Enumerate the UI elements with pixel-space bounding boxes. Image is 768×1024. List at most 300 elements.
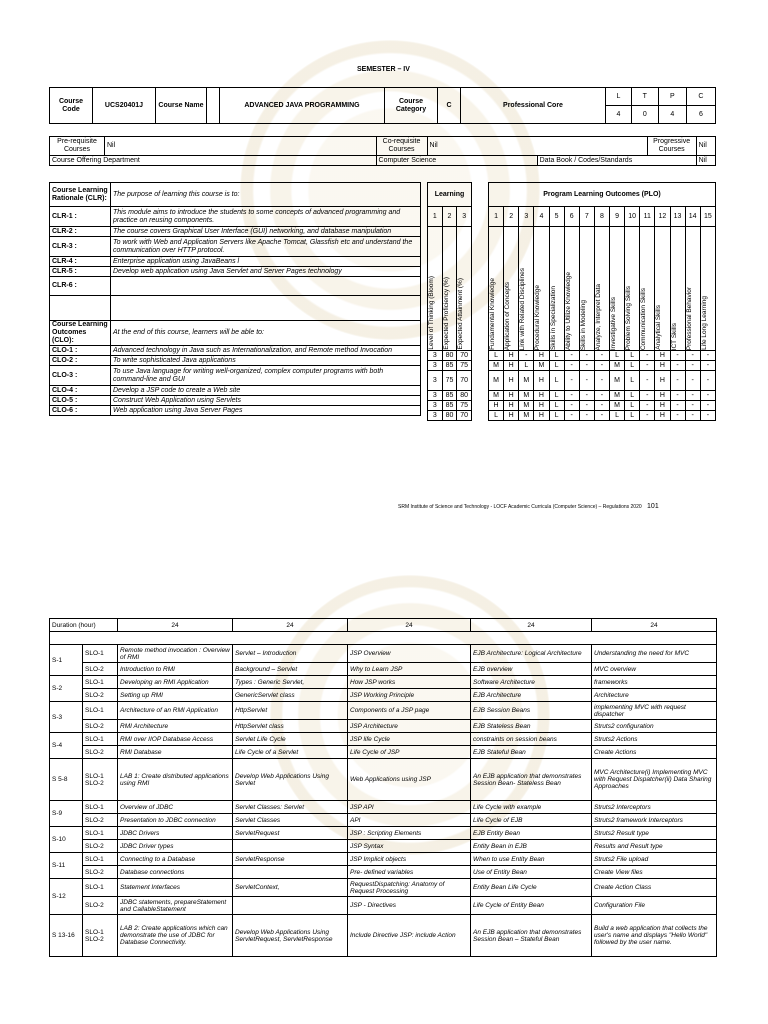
course-code-label: Course Code: [50, 88, 93, 124]
clo-id: CLO-5 :: [50, 396, 111, 406]
plo-cell: -: [670, 361, 685, 371]
plo-cell: -: [685, 351, 700, 361]
plo-cell: H: [504, 401, 519, 411]
topic-cell: An EJB application that demonstrates Session Bean – Stateful Bean: [471, 915, 592, 957]
plo-cell: H: [504, 411, 519, 421]
plo-cell: -: [579, 361, 594, 371]
ltpc-c-label: C: [686, 88, 715, 106]
topic-cell: Life Cycle of a Servlet: [233, 746, 348, 759]
learning-cell: 85: [442, 391, 457, 401]
coreq-label: Co-requisite Courses: [376, 137, 427, 156]
clo-id: CLO-3 :: [50, 366, 111, 386]
topic-cell: JSP Architecture: [348, 720, 471, 733]
topic-cell: JSP Working Principle: [348, 689, 471, 702]
topic-cell: ServletResponse: [233, 853, 348, 866]
clr-id: CLR-2 :: [50, 227, 111, 237]
plo-cell: L: [519, 361, 534, 371]
clr-id: CLR-3 :: [50, 237, 111, 257]
clo-text: To use Java language for writing well-organized, complex computer programs with both command-line and GUI: [111, 366, 421, 386]
table-row: [50, 689, 717, 702]
slo-label: SLO-1: [83, 676, 118, 689]
plo-cell: H: [534, 391, 549, 401]
plo-col-number: 6: [564, 207, 579, 227]
clo-id: CLO-1 :: [50, 346, 111, 356]
clr-id: CLR-6 :: [50, 277, 111, 296]
topic-cell: JSP : Scripting Elements: [348, 827, 471, 840]
course-name: ADVANCED JAVA PROGRAMMING: [220, 88, 385, 124]
ltpc-p-value: 4: [658, 106, 686, 124]
plo-cell: M: [610, 391, 625, 401]
plo-header: Fundamental Knowledge: [489, 278, 496, 350]
topic-cell: HttpServlet: [233, 702, 348, 720]
learning-header: Level of Thinking (Bloom): [428, 276, 435, 350]
plo-cell: -: [564, 391, 579, 401]
plo-header: Procedural Knowledge: [534, 284, 542, 350]
ltpc-t-value: 0: [631, 106, 658, 124]
topic-cell: Overview of JDBC: [118, 801, 233, 814]
session-label: S 13-16: [50, 915, 83, 957]
learning-header: Expected Proficiency (%): [442, 277, 450, 350]
topic-cell: Entity Bean in EJB: [471, 840, 592, 853]
learning-cell: 75: [442, 371, 457, 391]
plo-cell: H: [534, 351, 549, 361]
slo-label: SLO-2: [83, 814, 118, 827]
topic-cell: RMI Database: [118, 746, 233, 759]
topic-cell: Life Cycle of EJB: [471, 814, 592, 827]
plo-cell: -: [640, 391, 655, 401]
clr-text: [111, 277, 421, 296]
learning-table: [427, 182, 472, 421]
topic-cell: EJB Stateless Bean: [471, 720, 592, 733]
session-label: S-3: [50, 702, 83, 733]
plo-header: Investigative Skills: [610, 296, 617, 350]
plo-col-number: 3: [519, 207, 534, 227]
topic-cell: implementing MVC with request dispatcher: [592, 702, 717, 720]
table-row: [50, 915, 717, 957]
requisites-table: [49, 136, 716, 166]
footer-text: SRM Institute of Science and Technology - LOCF Academic Curricula (Computer Science) – Regulations 2020: [398, 504, 642, 510]
plo-col-number: 12: [655, 207, 670, 227]
learning-col: 2: [442, 207, 457, 227]
topic-cell: LAB 2: Create applications which can demonstrate the use of JDBC for Database Connectivity.: [118, 915, 233, 957]
topic-cell: Use of Entity Bean: [471, 866, 592, 879]
topic-cell: Struts2 configuration: [592, 720, 717, 733]
clr-text: The course covers Graphical User Interface (GUI) networking, and database manipulation: [111, 227, 421, 237]
duration-hours: 24: [592, 619, 717, 632]
plo-cell: -: [579, 411, 594, 421]
topic-cell: RMI Architecture: [118, 720, 233, 733]
plo-cell: -: [640, 371, 655, 391]
topic-cell: EJB overview: [471, 663, 592, 676]
topic-cell: constraints on session beans: [471, 733, 592, 746]
learning-cell: 70: [457, 351, 472, 361]
learning-cell: 3: [428, 391, 443, 401]
slo-label: SLO-2: [83, 689, 118, 702]
plo-cell: L: [625, 401, 640, 411]
learning-col: 3: [457, 207, 472, 227]
topic-cell: Architecture of an RMI Application: [118, 702, 233, 720]
topic-cell: Pre- defined variables: [348, 866, 471, 879]
plo-cell: H: [655, 361, 670, 371]
topic-cell: Setting up RMI: [118, 689, 233, 702]
duration-hours: 24: [471, 619, 592, 632]
coreq-value: Nil: [427, 137, 647, 156]
slo-label: SLO-2: [83, 720, 118, 733]
plo-cell: H: [655, 411, 670, 421]
plo-cell: -: [594, 401, 609, 411]
plo-cell: -: [579, 371, 594, 391]
plo-cell: -: [700, 371, 715, 391]
plo-col-number: 9: [610, 207, 625, 227]
topic-cell: Servlet Classes: [233, 814, 348, 827]
plo-cell: M: [534, 361, 549, 371]
topic-cell: An EJB application that demonstrates Session Bean- Stateless Bean: [471, 759, 592, 801]
slo-label: SLO-1: [83, 827, 118, 840]
ltpc-t-label: T: [631, 88, 658, 106]
topic-cell: Remote method invocation : Overview of RMI: [118, 645, 233, 663]
table-row: [50, 720, 717, 733]
topic-cell: HttpServlet class: [233, 720, 348, 733]
learning-cell: 3: [428, 371, 443, 391]
topic-cell: Struts2 Interceptors: [592, 801, 717, 814]
plo-cell: -: [564, 401, 579, 411]
topic-cell: ServletRequest: [233, 827, 348, 840]
clr-text: Enterprise application using JavaBeans l: [111, 257, 421, 267]
plo-cell: -: [685, 411, 700, 421]
plo-header: Analyze, Interpret Data: [594, 283, 602, 350]
duration-table: [49, 618, 717, 957]
plo-cell: H: [534, 401, 549, 411]
topic-cell: Connecting to a Database: [118, 853, 233, 866]
clr-id: CLR-4 :: [50, 257, 111, 267]
plo-cell: -: [670, 391, 685, 401]
page-number: 101: [647, 503, 659, 510]
topic-cell: EJB Stateful Bean: [471, 746, 592, 759]
topic-cell: Life Cycle of Entity Bean: [471, 897, 592, 915]
learning-cell: 75: [457, 361, 472, 371]
plo-col-number: 14: [685, 207, 700, 227]
dept-label: Course Offering Department: [50, 156, 377, 166]
slo-label: SLO-2: [83, 663, 118, 676]
topic-cell: MVC overview: [592, 663, 717, 676]
topic-cell: Introduction to RMI: [118, 663, 233, 676]
topic-cell: frameworks: [592, 676, 717, 689]
plo-cell: -: [519, 351, 534, 361]
slo-label: SLO-2: [83, 866, 118, 879]
plo-header: Life Long Learning: [700, 296, 708, 350]
topic-cell: Struts2 File upload: [592, 853, 717, 866]
learning-cell: 80: [457, 391, 472, 401]
clo-id: CLO-2 :: [50, 356, 111, 366]
learning-cell: 75: [457, 401, 472, 411]
topic-cell: Life Cycle with example: [471, 801, 592, 814]
slo-label: SLO-1: [83, 801, 118, 814]
plo-cell: M: [489, 371, 504, 391]
plo-cell: -: [700, 351, 715, 361]
plo-cell: H: [489, 401, 504, 411]
plo-cell: -: [670, 371, 685, 391]
plo-cell: -: [564, 351, 579, 361]
session-label: S-1: [50, 645, 83, 676]
session-label: S-11: [50, 853, 83, 879]
plo-cell: -: [579, 391, 594, 401]
plo-cell: H: [655, 351, 670, 361]
topic-cell: Why to Learn JSP: [348, 663, 471, 676]
slo-label: SLO-1: [83, 733, 118, 746]
session-label: S-2: [50, 676, 83, 702]
topic-cell: JSP Implicit objects: [348, 853, 471, 866]
clo-title: Course Learning Outcomes (CLO):: [50, 321, 111, 346]
topic-cell: [233, 866, 348, 879]
table-row: [50, 879, 717, 897]
dept-value: Computer Science: [376, 156, 537, 166]
topic-cell: Configuration File: [592, 897, 717, 915]
clo-text: To write sophisticated Java applications: [111, 356, 421, 366]
topic-cell: Results and Result type: [592, 840, 717, 853]
slo-label: SLO-2: [83, 746, 118, 759]
learning-cell: 70: [457, 371, 472, 391]
clo-id: CLO-4 :: [50, 386, 111, 396]
plo-cell: M: [610, 361, 625, 371]
plo-cell: L: [610, 411, 625, 421]
table-row: [50, 840, 717, 853]
topic-cell: Servlet Classes: Servlet: [233, 801, 348, 814]
ltpc-c-value: 6: [686, 106, 715, 124]
plo-cell: L: [549, 411, 564, 421]
table-row: [50, 801, 717, 814]
learning-col: 1: [428, 207, 443, 227]
plo-cell: H: [655, 371, 670, 391]
topic-cell: EJB Session Beans: [471, 702, 592, 720]
slo-label: SLO-1 SLO-2: [83, 915, 118, 957]
plo-header: Skills in Specialization: [549, 286, 557, 350]
course-category-label: Course Category: [385, 88, 438, 124]
duration-hours: 24: [118, 619, 233, 632]
plo-cell: H: [504, 371, 519, 391]
slo-label: SLO-2: [83, 897, 118, 915]
table-row: [50, 645, 717, 663]
plo-cell: -: [594, 371, 609, 391]
duration-hours: 24: [233, 619, 348, 632]
clr-intro: The purpose of learning this course is to:: [111, 183, 421, 207]
topic-cell: Types : Generic Servlet,: [233, 676, 348, 689]
plo-cell: -: [640, 351, 655, 361]
session-label: S-10: [50, 827, 83, 853]
plo-cell: -: [564, 361, 579, 371]
plo-col-number: 1: [489, 207, 504, 227]
page-footer: [398, 503, 659, 510]
plo-col-number: 11: [640, 207, 655, 227]
clr-id: CLR-1 :: [50, 207, 111, 227]
plo-col-number: 4: [534, 207, 549, 227]
clr-title: Course Learning Rationale (CLR):: [50, 183, 111, 207]
plo-cell: -: [700, 401, 715, 411]
topic-cell: Servlet – Introduction: [233, 645, 348, 663]
table-row: [50, 676, 717, 689]
course-type: Professional Core: [461, 88, 606, 124]
plo-cell: -: [579, 401, 594, 411]
learning-cell: 3: [428, 411, 443, 421]
plo-col-number: 2: [504, 207, 519, 227]
session-label: S-4: [50, 733, 83, 759]
plo-table: [488, 182, 716, 421]
topic-cell: JSP API: [348, 801, 471, 814]
topic-cell: Life Cycle of JSP: [348, 746, 471, 759]
clr-clo-table: [49, 182, 421, 416]
plo-cell: -: [700, 411, 715, 421]
clr-text: To work with Web and Application Servers like Apache Tomcat, Glassfish etc and understand the communication over HTTP protocol.: [111, 237, 421, 257]
topic-cell: EJB Entity Bean: [471, 827, 592, 840]
table-row: [50, 663, 717, 676]
topic-cell: RequestDispatching: Anatomy of Request Processing: [348, 879, 471, 897]
duration-label: Duration (hour): [50, 619, 118, 632]
clo-intro: At the end of this course, learners will be able to:: [111, 321, 421, 346]
ltpc-p-label: P: [658, 88, 686, 106]
plo-col-number: 8: [594, 207, 609, 227]
table-row: [50, 733, 717, 746]
plo-cell: -: [685, 391, 700, 401]
topic-cell: Struts2 framework Interceptors: [592, 814, 717, 827]
learning-header: Expected Attainment (%): [457, 278, 465, 350]
learning-cell: 80: [442, 411, 457, 421]
plo-header: Application of Concepts: [504, 281, 512, 350]
plo-cell: H: [534, 411, 549, 421]
plo-cell: L: [625, 371, 640, 391]
session-label: S-9: [50, 801, 83, 827]
plo-col-number: 7: [579, 207, 594, 227]
plo-cell: L: [549, 361, 564, 371]
topic-cell: Software Architecture: [471, 676, 592, 689]
prereq-label: Pre-requisite Courses: [50, 137, 105, 156]
clo-text: Advanced technology in Java such as Internationalization, and Remote method Invocation: [111, 346, 421, 356]
plo-cell: L: [625, 351, 640, 361]
course-category: C: [438, 88, 461, 124]
plo-cell: -: [564, 411, 579, 421]
plo-cell: M: [519, 391, 534, 401]
topic-cell: ServletContext,: [233, 879, 348, 897]
plo-col-number: 10: [625, 207, 640, 227]
plo-cell: -: [640, 411, 655, 421]
learning-cell: 85: [442, 361, 457, 371]
plo-cell: L: [549, 351, 564, 361]
topic-cell: Architecture: [592, 689, 717, 702]
table-row: [50, 702, 717, 720]
plo-cell: L: [549, 371, 564, 391]
progressive-label: Progressive Courses: [647, 137, 696, 156]
course-header-table: [49, 87, 716, 124]
topic-cell: EJB Architecture: [471, 689, 592, 702]
plo-header: Link with Related Disciplines: [519, 267, 527, 350]
clo-text: Construct Web Application using Servlets: [111, 396, 421, 406]
learning-cell: 85: [442, 401, 457, 411]
topic-cell: API: [348, 814, 471, 827]
topic-cell: JSP - Directives: [348, 897, 471, 915]
topic-cell: GenericServlet class: [233, 689, 348, 702]
plo-cell: L: [489, 351, 504, 361]
topic-cell: Servlet Life Cycle: [233, 733, 348, 746]
topic-cell: Statement Interfaces: [118, 879, 233, 897]
topic-cell: [233, 840, 348, 853]
plo-cell: -: [685, 361, 700, 371]
slo-label: SLO-1: [83, 853, 118, 866]
course-code: UCS20401J: [93, 88, 156, 124]
topic-cell: JDBC statements, prepareStatement and CallableStatement: [118, 897, 233, 915]
duration-hours: 24: [348, 619, 471, 632]
topic-cell: Understanding the need for MVC: [592, 645, 717, 663]
learning-cell: 70: [457, 411, 472, 421]
plo-cell: -: [685, 371, 700, 391]
topic-cell: Database connections: [118, 866, 233, 879]
session-label: S-12: [50, 879, 83, 915]
plo-cell: M: [489, 361, 504, 371]
databook-label: Data Book / Codes/Standards: [537, 156, 696, 166]
topic-cell: Developing an RMI Application: [118, 676, 233, 689]
plo-cell: M: [610, 371, 625, 391]
plo-cell: M: [519, 411, 534, 421]
plo-cell: -: [685, 401, 700, 411]
table-row: [50, 897, 717, 915]
clo-text: Web application using Java Server Pages: [111, 406, 421, 416]
topic-cell: Create View files: [592, 866, 717, 879]
topic-cell: How JSP works: [348, 676, 471, 689]
plo-cell: -: [670, 351, 685, 361]
table-row: [50, 759, 717, 801]
topic-cell: When to use Entity Bean: [471, 853, 592, 866]
topic-cell: Struts2 Result type: [592, 827, 717, 840]
slo-label: SLO-1: [83, 879, 118, 897]
topic-cell: Include Directive JSP: include Action: [348, 915, 471, 957]
learning-cell: 3: [428, 351, 443, 361]
plo-col-number: 13: [670, 207, 685, 227]
plo-header: Ability to Utilize Knowledge: [564, 271, 572, 350]
course-name-label: Course Name: [156, 88, 207, 124]
learning-cell: 80: [442, 351, 457, 361]
ltpc-l-value: 4: [606, 106, 632, 124]
plo-cell: L: [625, 411, 640, 421]
plo-cell: H: [655, 391, 670, 401]
plo-col-number: 5: [549, 207, 564, 227]
plo-cell: H: [504, 351, 519, 361]
topic-cell: Develop Web Applications Using ServletRequest, ServletResponse: [233, 915, 348, 957]
learning-cell: 3: [428, 361, 443, 371]
plo-cell: -: [579, 351, 594, 361]
plo-cell: -: [700, 391, 715, 401]
table-row: [50, 827, 717, 840]
topic-cell: Create Actions: [592, 746, 717, 759]
prereq-value: Nil: [105, 137, 377, 156]
topic-cell: EJB Architecture: Logical Architecture: [471, 645, 592, 663]
table-row: [50, 814, 717, 827]
plo-cell: -: [640, 401, 655, 411]
plo-cell: H: [655, 401, 670, 411]
topic-cell: LAB 1: Create distributed applications using RMI: [118, 759, 233, 801]
topic-cell: Components of a JSP page: [348, 702, 471, 720]
plo-cell: L: [549, 391, 564, 401]
plo-cell: -: [594, 351, 609, 361]
clr-id: CLR-5 :: [50, 267, 111, 277]
topic-cell: Create Action Class: [592, 879, 717, 897]
plo-header: Analytical Skills: [655, 305, 663, 350]
clr-text: This module aims to introduce the students to some concepts of advanced programming and practice on reusing components.: [111, 207, 421, 227]
plo-header: Professional Behavior: [685, 286, 693, 350]
databook-value: Nil: [696, 156, 715, 166]
plo-cell: -: [594, 391, 609, 401]
session-label: S 5-8: [50, 759, 83, 801]
plo-header: ICT Skills: [670, 322, 678, 350]
topic-cell: JSP Overview: [348, 645, 471, 663]
plo-cell: L: [625, 361, 640, 371]
plo-cell: L: [625, 391, 640, 401]
